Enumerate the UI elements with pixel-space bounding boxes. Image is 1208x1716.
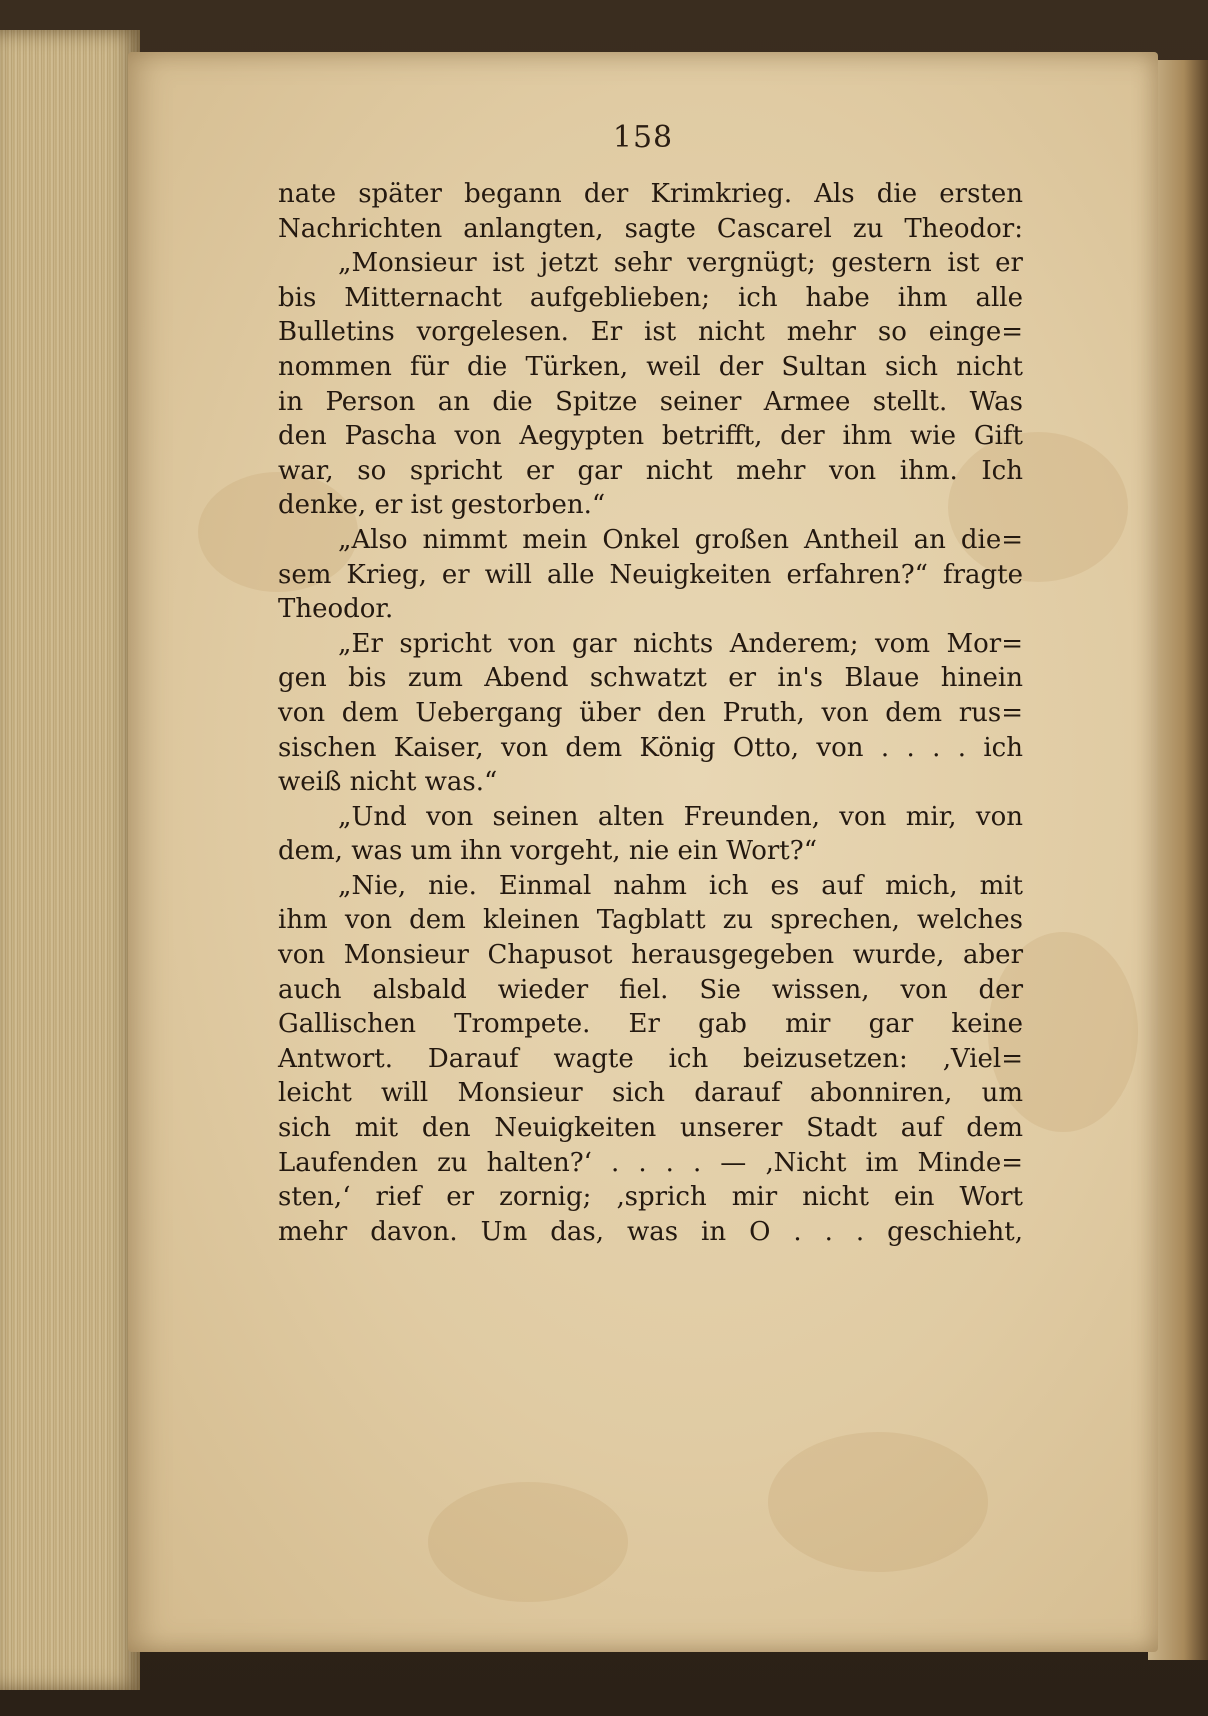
text-line: Nachrichten anlangten, sagte Cascarel zu Theodor: bbox=[278, 213, 1023, 244]
text-line: den Pascha von Aegypten betrifft, der ihm wie Gift bbox=[278, 421, 1023, 452]
text-line: nommen für die Türken, weil der Sultan sich nicht bbox=[278, 351, 1023, 382]
text-line: Antwort. Darauf wagte ich beizusetzen: ‚Viel= bbox=[278, 1043, 1023, 1074]
text-line: sich mit den Neuigkeiten unserer Stadt auf dem bbox=[278, 1113, 1023, 1144]
text-line: sem Krieg, er will alle Neuigkeiten erfahren?“ fragte bbox=[278, 559, 1023, 590]
text-line: dem, was um ihn vorgeht, nie ein Wort?“ bbox=[278, 836, 817, 867]
text-line: „Nie, nie. Einmal nahm ich es auf mich, mit bbox=[338, 870, 1023, 901]
text-line: in Person an die Spitze seiner Armee stellt. Was bbox=[278, 386, 1023, 417]
text-line: nate später begann der Krimkrieg. Als die ersten bbox=[278, 179, 1023, 209]
text-line: gen bis zum Abend schwatzt er in's Blaue hinein bbox=[278, 663, 1023, 694]
text-line: ihm von dem kleinen Tagblatt zu sprechen, welches bbox=[278, 905, 1023, 936]
text-line: leicht will Monsieur sich darauf abonniren, um bbox=[278, 1078, 1023, 1109]
page-number: 158 bbox=[612, 120, 674, 155]
text-line: „Er spricht von gar nichts Anderem; vom Mor= bbox=[338, 628, 1023, 659]
text-line: weiß nicht was.“ bbox=[278, 767, 498, 798]
text-line: bis Mitternacht aufgeblieben; ich habe ihm alle bbox=[278, 282, 1023, 313]
text-line: Laufenden zu halten?‘ . . . . — ‚Nicht im Minde= bbox=[278, 1147, 1023, 1178]
text-line: „Monsieur ist jetzt sehr vergnügt; gestern ist er bbox=[338, 248, 1023, 279]
paper-stain bbox=[768, 1432, 988, 1572]
body-text bbox=[278, 177, 1023, 1249]
text-line: von Monsieur Chapusot herausgegeben wurde, aber bbox=[278, 940, 1023, 971]
text-line: sten,‘ rief er zornig; ‚sprich mir nicht ein Wort bbox=[278, 1182, 1023, 1213]
text-line: Theodor. bbox=[278, 594, 394, 625]
text-line: Bulletins vorgelesen. Er ist nicht mehr so einge= bbox=[278, 317, 1023, 348]
text-line: von dem Uebergang über den Pruth, von dem rus= bbox=[278, 697, 1023, 728]
page-stack-edge bbox=[0, 30, 140, 1690]
text-line: Gallischen Trompete. Er gab mir gar keine bbox=[278, 1009, 1023, 1040]
text-line: „Und von seinen alten Freunden, von mir, von bbox=[338, 801, 1023, 832]
book-page bbox=[128, 52, 1158, 1652]
text-line: denke, er ist gestorben.“ bbox=[278, 490, 606, 521]
text-line: sischen Kaiser, von dem König Otto, von . . . . ich bbox=[278, 732, 1023, 763]
paper-stain bbox=[428, 1482, 628, 1602]
text-line: war, so spricht er gar nicht mehr von ihm. Ich bbox=[278, 455, 1023, 486]
text-line: mehr davon. Um das, was in O . . . geschieht, bbox=[278, 1216, 1023, 1247]
text-line: auch alsbald wieder fiel. Sie wissen, von der bbox=[278, 974, 1023, 1005]
text-line: „Also nimmt mein Onkel großen Antheil an die= bbox=[338, 524, 1023, 555]
